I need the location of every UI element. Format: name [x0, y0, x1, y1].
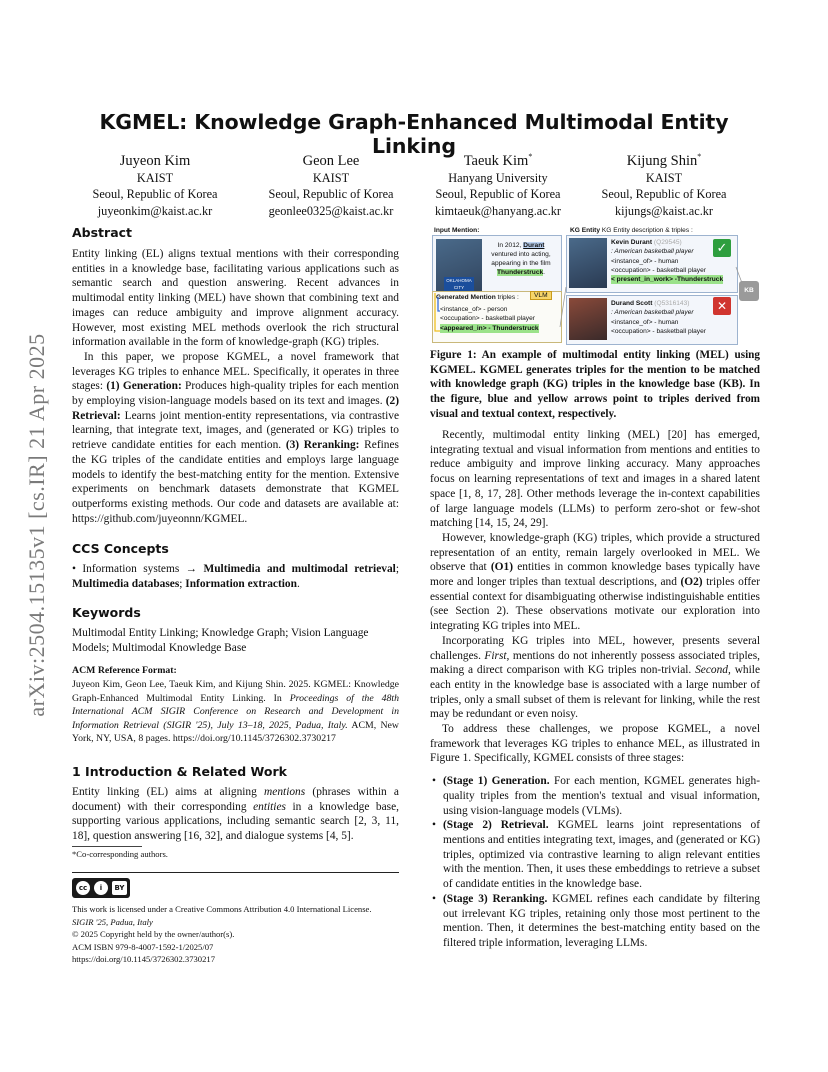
entity-2-text: Durand Scott (Q5316143) : American basketball player <instance_of> - human <occupation> - basketball player	[611, 300, 706, 335]
abstract-heading: Abstract	[72, 225, 133, 240]
author-email: geonlee0325@kaist.ac.kr	[268, 203, 394, 218]
list-item: • (Stage 1) Generation. For each mention, KGMEL generates high-quality triples from the mention's textual and visual information, using vision-language models (VLMs).	[430, 774, 760, 818]
keywords-heading: Keywords	[72, 605, 141, 620]
paper-title: KGMEL: Knowledge Graph-Enhanced Multimodal Entity Linking	[99, 110, 729, 158]
right-column-text	[430, 428, 760, 951]
author-block-1	[60, 148, 250, 219]
stages-list	[430, 774, 760, 950]
figure-arrows	[430, 227, 760, 345]
mention-text: In 2012, Durant ventured into acting, appearing in the film Thunderstruck.	[491, 242, 551, 276]
author-affiliation: Hanyang University	[448, 170, 548, 185]
entity-1-text: Kevin Durant (Q29545) : American basketball player <instance_of> - human <occupation> - basketball player < present_in_work> -Thunderstruck	[611, 239, 724, 284]
kg-entity-label: KG Entity KG Entity description & triples :	[570, 227, 693, 234]
arxiv-identifier: arXiv:2504.15135v1 [cs.IR] 21 Apr 2025	[24, 333, 49, 717]
author-name: Juyeon Kim	[119, 152, 191, 169]
section-heading-introduction: 1 Introduction & Related Work	[72, 764, 287, 779]
paragraph-recent-mel: Recently, multimodal entity linking (MEL) [20] has emerged, integrating textual and visual information from mentions and entities to reduce ambiguity and improve linking accuracy. Many approaches focus on learning representations of text and images in a shared latent space [1, 8, 17, 28]. Other methods leverage the in-context capabilities of large language models (LLMs) to perform zero-shot or few-shot matching [14, 15, 24, 29].	[430, 429, 760, 530]
author-name: Taeuk Kim	[463, 152, 529, 169]
cross-icon: ✕	[713, 297, 731, 315]
author-location: Seoul, Republic of Korea	[92, 187, 218, 202]
license-rule	[72, 872, 399, 873]
figure-1-caption: Figure 1: An example of multimodal entity linking (MEL) using KGMEL. KGMEL generates triples for the mention to be matched with knowledge graph (KG) triples in the knowledge base (KB). In the figure, blue and yellow arrows point to triples derived from visual and textual context, respectively.	[430, 349, 760, 420]
author-name: Kijung Shin	[626, 152, 698, 169]
author-location: Seoul, Republic of Korea	[601, 187, 727, 202]
list-item: • (Stage 2) Retrieval. KGMEL learns joint representations of mentions and entities integrating text, images, and (generated or KG) triples, optimized via contrastive learning to align relevant entities with the mention. Then, it uses these embeddings to retrieve a subset of candidate entities in the knowledge base.	[430, 818, 760, 892]
figure-1	[430, 227, 760, 345]
abstract-paragraph-1: Entity linking (EL) aligns textual mentions with their corresponding entities in a knowledge base, facilitating various applications such as semantic search and question answering. Recent advances in multimodal entity linking (MEL) have shown that combining text and images can reduce ambiguity and improve alignment accuracy. However, most existing MEL methods overlook the rich structural information available in the form of knowledge-graph (KG) triples.	[72, 248, 399, 349]
author-block-3: Taeuk Kim* Hanyang University Seoul, Republic of Korea kimtaeuk@hanyang.ac.kr	[403, 148, 593, 219]
vlm-badge: VLM	[530, 291, 552, 300]
author-email: juyeonkim@kaist.ac.kr	[97, 203, 213, 218]
list-item: • (Stage 3) Reranking. KGMEL refines each candidate by filtering out irrelevant KG triples, retaining only those most pertinent to the mention. Then, it determines the best-matching entity based on the filtered triple information, leveraging LLMs.	[430, 892, 760, 951]
check-icon: ✓	[713, 239, 731, 257]
figure-input-label: Input Mention:	[434, 227, 480, 234]
keywords-text: Multimodal Entity Linking; Knowledge Graph; Vision Language Models; Multimodal Knowledge Base	[72, 627, 369, 654]
footnote-rule	[72, 846, 142, 847]
paragraph-challenges: Incorporating KG triples into MEL, however, presents several challenges. First, mentions do not inherently possess associated triples, making a direct comparison with KG triples non-trivial. Second, while each entity in the knowledge base is associated with a large number of triples, only a small subset of them is relevant for linking, while the rest may be redundant or even noisy.	[430, 634, 761, 721]
paragraph-proposal: To address these challenges, we propose KGMEL, a novel framework that leverages KG triples to enhance MEL, as illustrated in Figure 1. Specifically, KGMEL consists of three stages:	[430, 723, 760, 765]
author-location: Seoul, Republic of Korea	[268, 187, 394, 202]
author-location: Seoul, Republic of Korea	[435, 187, 561, 202]
abstract-body	[72, 247, 399, 526]
knowledge-base-icon: KB	[739, 281, 759, 301]
generated-triples: <instance_of> - person <occupation> - basketball player <appeared_in> - Thunderstruck	[440, 306, 539, 332]
generated-triples-label: Generated Mention triples :	[436, 294, 519, 301]
author-affiliation: KAIST	[645, 170, 683, 185]
author-block-2	[236, 148, 426, 219]
license-text: This work is licensed under a Creative Commons Attribution 4.0 International License. SIGIR '25, Padua, Italy © 2025 Copyright held by the owner/author(s). ACM ISBN 979-8-4007-1592-1/2025/07 https://doi.org/10.1145/3726302.3730217	[72, 904, 372, 964]
abstract-paragraph-2: In this paper, we propose KGMEL, a novel framework that leverages KG triples to enhance MEL. Specifically, it operates in three stages: (1) Generation: Produces high-quality triples for each mention by employing vision-language models based on its text and images. (2) Retrieval: Learns joint mention-entity representations, via contrastive learning, that integrate text, images, and (generated or KG) triples to retrieve candidate entities for each mention. (3) Reranking: Refines the KG triples of the candidate entities and employs large language models to identify the best-matching entity for the mention. Extensive experiments on benchmark datasets demonstrate that KGMEL outperforms existing methods. Our code and datasets are available at: https://github.com/juyeonnn/KGMEL.	[72, 350, 399, 525]
cc-icon: cc	[76, 881, 90, 895]
author-email: kijungs@kaist.ac.kr	[614, 203, 714, 218]
paragraph-kg-triples: However, knowledge-graph (KG) triples, which provide a structured representation of an entity, remain largely overlooked in MEL. We observe that (O1) entities in common knowledge bases typically have more and longer triples than textual descriptions, and (O2) triples offer essential context for disambiguating otherwise indistinguishable entities (see Section 2). These observations motivate our exploration into integrating KG triples into MEL.	[430, 531, 761, 633]
jersey-label: OKLAHOMA CITY	[444, 277, 474, 301]
acm-reference-text: Juyeon Kim, Geon Lee, Taeuk Kim, and Kijung Shin. 2025. KGMEL: Knowledge Graph-Enhanced Multimodal Entity Linking. In Proceedings of the 48th International ACM SIGIR Conference on Research and Development in Information Retrieval (SIGIR '25), July 13–18, 2025, Padua, Italy. ACM, New York, NY, USA, 8 pages. https://doi.org/10.1145/3726302.3730217	[72, 679, 399, 744]
author-email: kimtaeuk@hanyang.ac.kr	[434, 203, 562, 218]
attribution-icon: i	[94, 881, 108, 895]
author-block-4: Kijung Shin* KAIST Seoul, Republic of Korea kijungs@kaist.ac.kr	[569, 148, 759, 219]
footnote: *Co-corresponding authors.	[72, 849, 168, 859]
by-icon: BY	[112, 881, 127, 895]
creative-commons-badge	[72, 878, 130, 898]
intro-paragraph-1: Entity linking (EL) aims at aligning mentions (phrases within a document) with their corresponding entities in a knowledge base, supporting various applications, including semantic search [2, 3, 11, 18], question answering [16, 32], and dialogue systems [4, 5].	[72, 786, 400, 843]
acm-reference-heading: ACM Reference Format:	[72, 665, 177, 676]
author-affiliation: KAIST	[312, 170, 350, 185]
author-name: Geon Lee	[302, 152, 360, 169]
author-affiliation: KAIST	[136, 170, 174, 185]
ccs-concepts: • Information systems → Multimedia and multimodal retrieval; Multimedia databases; Information extraction.	[72, 563, 399, 590]
ccs-heading: CCS Concepts	[72, 541, 169, 556]
